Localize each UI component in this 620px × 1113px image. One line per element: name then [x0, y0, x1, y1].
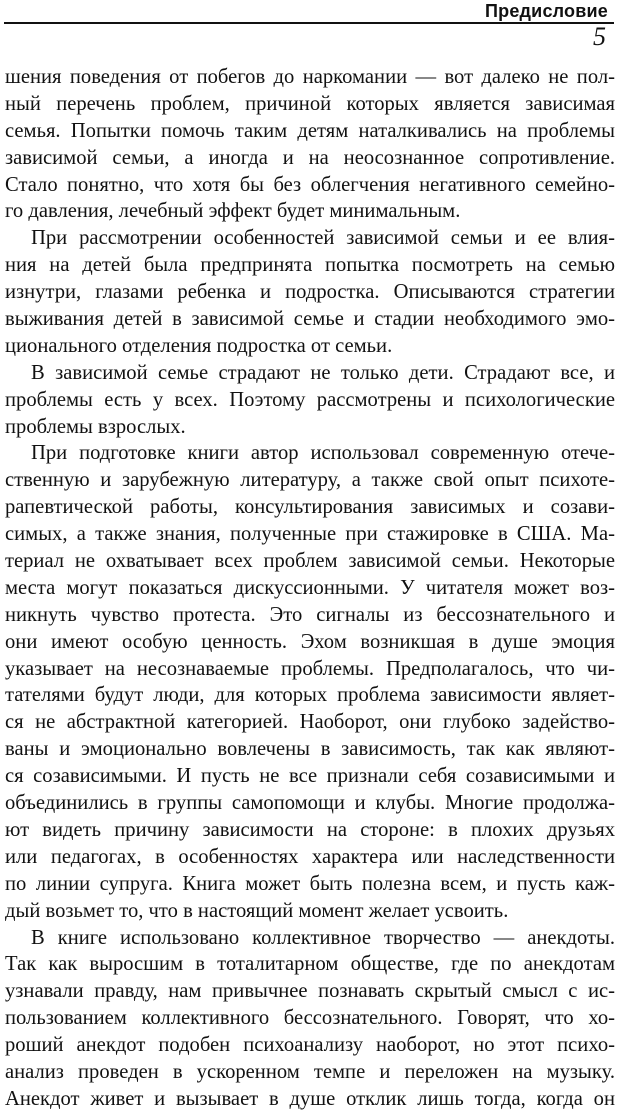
text-line: или педагогах, в особенностях характера или наследственности [5, 845, 615, 868]
text-line: указывает на несознаваемые проблемы. Предполагалось, что чи- [5, 657, 615, 680]
text-line: роший анекдот подобен психоанализу наоборот, но этот психо- [5, 1034, 615, 1057]
header-rule [4, 22, 614, 24]
text-line: зависимой семьи, а иногда и на неосознанное сопротивление. [5, 146, 615, 169]
paragraph [5, 360, 615, 441]
text-line: В зависимой семье страдают не только дети. Страдают все, и [31, 361, 615, 384]
text-line: семья. Попытки помочь таким детям наталкивались на проблемы [5, 119, 615, 142]
text-line: проблемы есть у всех. Поэтому рассмотрены и психологические [5, 388, 615, 411]
text-line: по линии супруга. Книга может быть полезна всем, и пусть каж- [5, 872, 615, 895]
text-line: ся созависимыми. И пусть не все признали себя созависимыми и [5, 765, 615, 788]
body-text [5, 64, 615, 1113]
text-line: В книге использовано коллективное творчество — анекдоты. [31, 926, 615, 949]
text-line: проблемы взрослых. [5, 415, 186, 438]
text-line: объединились в группы самопомощи и клубы. Многие продолжа- [5, 792, 615, 815]
text-line: Анекдот живет и вызывает в душе отклик лишь тогда, когда он [5, 1087, 615, 1110]
text-line: рапевтической работы, консультирования зависимых и созави- [5, 496, 615, 519]
paragraph [5, 440, 615, 924]
text-line: изнутри, глазами ребенка и подростка. Описываются стратегии [5, 281, 615, 304]
text-line: узнавали правду, нам привычнее познавать скрытый смысл с ис- [5, 980, 615, 1003]
text-line: пользованием коллективного бессознательного. Говорят, что хо- [5, 1007, 615, 1030]
text-line: При подготовке книги автор использовал современную отече- [31, 442, 615, 465]
text-line: дый возьмет то, что в настоящий момент желает усвоить. [5, 899, 509, 922]
paragraph [5, 64, 615, 225]
text-line: ния на детей была предпринята попытка посмотреть на семью [5, 254, 615, 277]
text-line: ваны и эмоционально вовлечены в зависимость, так как являют- [5, 738, 615, 761]
text-line: При рассмотрении особенностей зависимой семьи и ее влия- [31, 227, 615, 250]
text-line: анализ проведен в ускоренном темпе и переложен на музыку. [5, 1060, 615, 1083]
paragraph [5, 925, 615, 1113]
text-line: ственную и зарубежную литературу, а также свой опыт психоте- [5, 469, 615, 492]
text-line: шения поведения от побегов до наркомании — вот далеко не пол- [5, 66, 615, 88]
text-line: выживания детей в зависимой семье и стадии необходимого эмо- [5, 308, 615, 331]
text-line: Так как выросшим в тоталитарном обществе, где по анекдотам [5, 953, 615, 976]
text-line: места могут показаться дискуссионными. У читателя может воз- [5, 576, 615, 599]
text-line: они имеют особую ценность. Эхом возникшая в душе эмоция [5, 630, 615, 653]
text-line: ционального отделения подростка от семьи. [5, 334, 393, 357]
text-line: симых, а также знания, полученные при стажировке в США. Ма- [5, 523, 615, 546]
text-line: никнуть чувство протеста. Это сигналы из бессознательного и [5, 603, 615, 626]
running-head-section-title: Предисловие [485, 1, 608, 21]
text-line: го давления, лечебный эффект будет минимальным. [5, 200, 461, 223]
text-line: тателями будут люди, для которых проблема зависимости являет- [5, 684, 615, 707]
page-number: 5 [593, 22, 606, 51]
text-line: ся не абстрактной категорией. Наоборот, они глубоко задейство- [5, 711, 615, 734]
text-line: ный перечень проблем, причиной которых является зависимая [5, 92, 615, 115]
paragraph [5, 225, 615, 359]
text-line: териал не охватывает всех проблем зависимой семьи. Некоторые [5, 550, 615, 573]
text-line: ют видеть причину зависимости на стороне: в плохих друзьях [5, 818, 615, 841]
text-line: Стало понятно, что хотя бы без облегчения негативного семейно- [5, 173, 615, 196]
